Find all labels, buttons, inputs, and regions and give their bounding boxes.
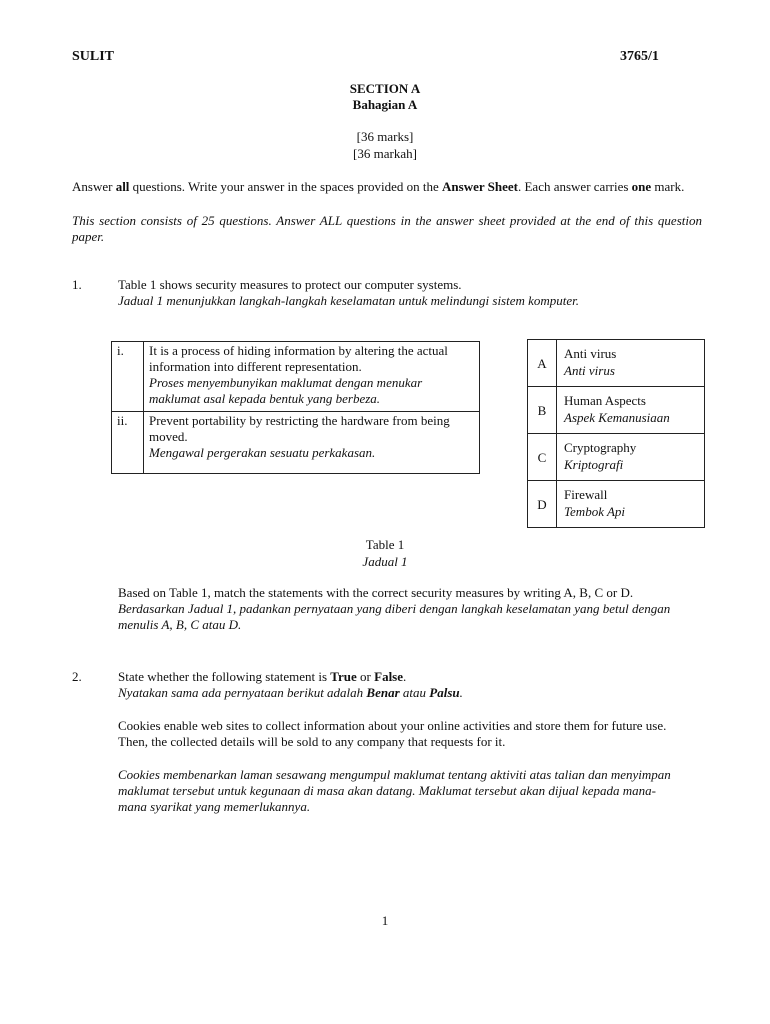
section-marks: [36 marks] xyxy=(356,129,414,144)
header-label-left: SULIT xyxy=(72,49,115,64)
section-marks-my: [36 markah] xyxy=(353,146,417,161)
section-title-my: Bahagian A xyxy=(352,97,418,112)
section-title: SECTION A xyxy=(349,81,421,96)
statement-number: i. xyxy=(112,342,144,412)
option-text: Cryptography Kriptografi xyxy=(557,434,705,481)
option-text: Firewall Tembok Api xyxy=(557,481,705,528)
table-row xyxy=(528,481,705,528)
table-row xyxy=(528,387,705,434)
instructions-my: This section consists of 25 questions. Answer ALL questions in the answer sheet provided at the end of this question paper. xyxy=(72,213,702,244)
option-letter: A xyxy=(528,340,557,387)
page-number: 1 xyxy=(381,913,389,928)
question-2-prompt: State whether the following statement is True or False. Nyatakan sama ada pernyataan berikut adalah Benar atau Palsu. xyxy=(118,669,463,700)
option-text: Anti virus Anti virus xyxy=(557,340,705,387)
table-row xyxy=(112,342,480,412)
paper-code: 3765/1 xyxy=(620,49,659,64)
table-caption: Table 1 Jadual 1 xyxy=(362,537,408,569)
option-text: Human Aspects Aspek Kemanusiaan xyxy=(557,387,705,434)
instructions-en: Answer all questions. Write your answer in the spaces provided on the Answer Sheet. Each answer carries one mark. xyxy=(72,179,685,194)
table-row xyxy=(528,434,705,481)
question-1-task: Based on Table 1, match the statements with the correct security measures by writing A, B, C or D. Berdasarkan Jadual 1, padankan pernyataan yang diberi dengan langkah keselamatan yang betul dengan menulis A, B, C atau D. xyxy=(118,585,671,632)
question-1-number: 1. xyxy=(72,277,82,292)
statement-number: ii. xyxy=(112,412,144,474)
question-2-statement-my: Cookies membenarkan laman sesawang mengumpul maklumat tentang aktiviti atas talian dan menyimpan maklumat tersebut untuk kegunaan di masa akan datang. Maklumat tersebut akan dijual kepada mana-mana syarikat yang memerlukannya. xyxy=(118,767,671,814)
option-letter: D xyxy=(528,481,557,528)
table-row xyxy=(112,412,480,474)
statements-table xyxy=(111,341,480,474)
question-1-intro: Table 1 shows security measures to protect our computer systems. Jadual 1 menunjukkan langkah-langkah keselamatan untuk melindungi sistem komputer. xyxy=(118,277,580,308)
option-letter: B xyxy=(528,387,557,434)
question-2-statement: Cookies enable web sites to collect information about your online activities and store them for future use. Then, the collected details will be sold to any company that requests for it. xyxy=(118,718,667,749)
question-2-number: 2. xyxy=(72,669,82,684)
statement-text: It is a process of hiding information by altering the actual information into different representation. Proses menyembunyikan maklumat dengan menukar maklumat asal kepada bentuk yang berbeza. xyxy=(144,342,480,412)
option-letter: C xyxy=(528,434,557,481)
statement-text: Prevent portability by restricting the hardware from being moved. Mengawal pergerakan sesuatu perkakasan. xyxy=(144,412,480,474)
options-table xyxy=(527,339,705,528)
table-row xyxy=(528,340,705,387)
